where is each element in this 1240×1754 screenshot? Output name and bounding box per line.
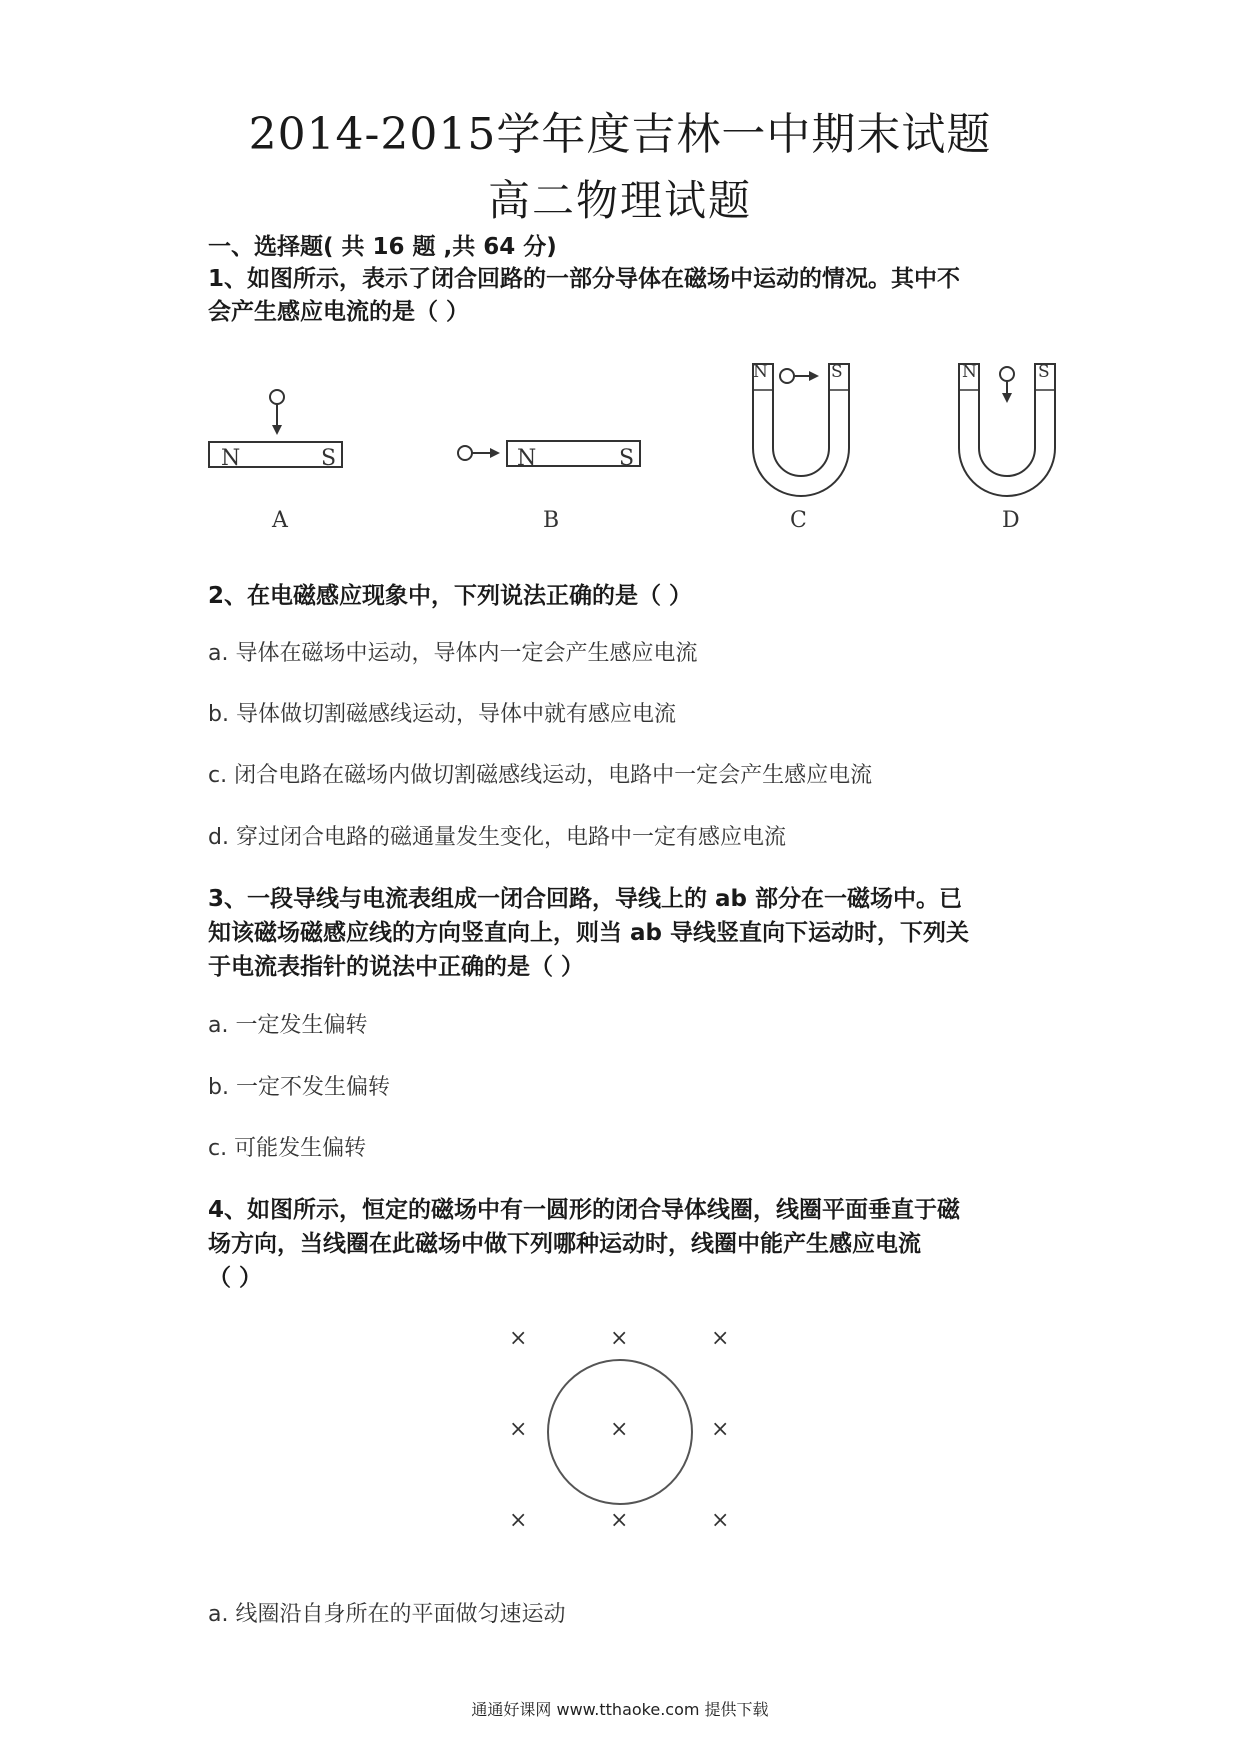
q1-stem-line1: 1、如图所示，表示了闭合回路的一部分导体在磁场中运动的情况。其中不 bbox=[208, 266, 961, 292]
figure-label-c: C bbox=[790, 508, 807, 533]
figure-a-pole-n: N bbox=[221, 446, 241, 471]
q2-option-c: c. 闭合电路在磁场内做切割磁感线运动，电路中一定会产生感应电流 bbox=[208, 763, 873, 788]
q4-stem-line1: 4、如图所示，恒定的磁场中有一圆形的闭合导体线圈，线圈平面垂直于磁 bbox=[208, 1197, 961, 1223]
figure-b-pole-s: S bbox=[619, 446, 635, 471]
field-cross-1: × bbox=[509, 1326, 528, 1351]
figure-label-a: A bbox=[272, 508, 288, 533]
field-cross-5: × bbox=[610, 1417, 629, 1442]
section-heading: 一、选择题( 共 16 题 ,共 64 分) bbox=[208, 234, 557, 260]
field-cross-6: × bbox=[711, 1417, 730, 1442]
q4-stem-line2: 场方向，当线圈在此磁场中做下列哪种运动时，线圈中能产生感应电流 bbox=[208, 1231, 921, 1257]
field-cross-3: × bbox=[711, 1326, 730, 1351]
q2-option-d: d. 穿过闭合电路的磁通量发生变化，电路中一定有感应电流 bbox=[208, 825, 786, 850]
field-cross-9: × bbox=[711, 1508, 730, 1533]
field-cross-8: × bbox=[610, 1508, 629, 1533]
figure-label-d: D bbox=[1002, 508, 1020, 533]
q3-option-a: a. 一定发生偏转 bbox=[208, 1013, 368, 1038]
q3-option-c: c. 可能发生偏转 bbox=[208, 1136, 367, 1161]
q2-option-a: a. 导体在磁场中运动，导体内一定会产生感应电流 bbox=[208, 641, 698, 666]
figure-a-bar-magnet bbox=[205, 385, 355, 495]
q3-stem-line3: 于电流表指针的说法中正确的是（ ） bbox=[208, 954, 585, 980]
field-cross-2: × bbox=[610, 1326, 629, 1351]
q4-option-a: a. 线圈沿自身所在的平面做匀速运动 bbox=[208, 1602, 566, 1627]
q2-stem: 2、在电磁感应现象中，下列说法正确的是（ ） bbox=[208, 583, 693, 609]
footer-text: 通通好课网 www.tthaoke.com 提供下载 bbox=[471, 1700, 769, 1719]
figure-d-pole-s: S bbox=[1038, 362, 1050, 382]
figure-a-pole-s: S bbox=[321, 446, 337, 471]
q3-stem-line2: 知该磁场磁感应线的方向竖直向上，则当 ab 导线竖直向下运动时，下列关 bbox=[208, 920, 969, 946]
q4-stem-line3: （ ） bbox=[208, 1265, 263, 1291]
field-cross-4: × bbox=[509, 1417, 528, 1442]
q2-option-b: b. 导体做切割磁感线运动，导体中就有感应电流 bbox=[208, 702, 676, 727]
q1-figure bbox=[0, 350, 1240, 540]
figure-c-pole-n: N bbox=[753, 362, 768, 382]
q4-figure bbox=[500, 1320, 740, 1540]
figure-c-pole-s: S bbox=[831, 362, 843, 382]
field-cross-7: × bbox=[509, 1508, 528, 1533]
q3-stem-line1: 3、一段导线与电流表组成一闭合回路，导线上的 ab 部分在一磁场中。已 bbox=[208, 886, 963, 912]
exam-title: 2014-2015学年度吉林一中期末试题 bbox=[248, 109, 992, 160]
figure-b-pole-n: N bbox=[517, 446, 537, 471]
figure-d-pole-n: N bbox=[962, 362, 977, 382]
q1-stem-line2: 会产生感应电流的是（ ） bbox=[208, 299, 470, 325]
figure-b-bar-magnet bbox=[455, 435, 645, 475]
q3-option-b: b. 一定不发生偏转 bbox=[208, 1075, 390, 1100]
exam-subtitle: 高二物理试题 bbox=[487, 176, 752, 225]
figure-label-b: B bbox=[543, 508, 560, 533]
